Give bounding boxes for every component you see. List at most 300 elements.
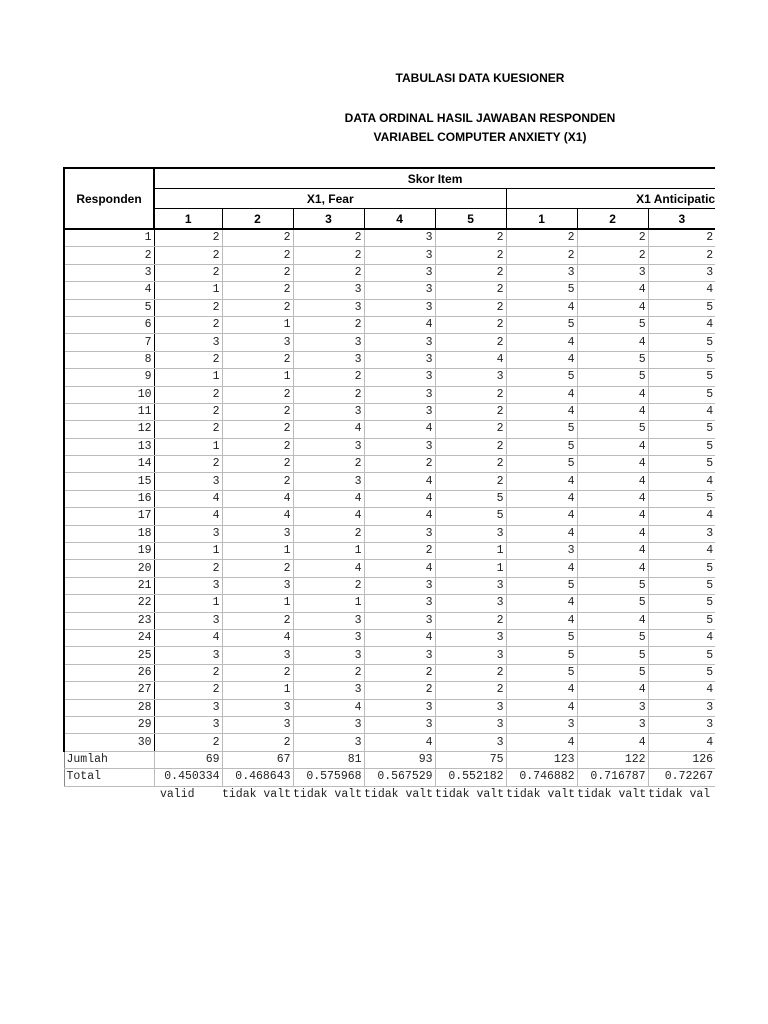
- score-cell: 5: [506, 577, 577, 594]
- score-cell: 3: [506, 543, 577, 560]
- score-cell: 2: [435, 403, 506, 420]
- item-column-header: 4: [364, 209, 435, 230]
- respondent-number: 16: [64, 490, 154, 507]
- score-cell: 3: [222, 647, 293, 664]
- score-cell: 4: [506, 334, 577, 351]
- respondent-number: 13: [64, 438, 154, 455]
- score-cell: 3: [435, 647, 506, 664]
- table-row: [64, 543, 715, 560]
- score-cell: 1: [435, 560, 506, 577]
- score-cell: 3: [364, 334, 435, 351]
- score-cell: 1: [154, 543, 222, 560]
- validity-cell: tidak valt: [222, 787, 292, 801]
- score-cell: 3: [154, 334, 222, 351]
- score-cell: 5: [506, 647, 577, 664]
- table-row: [64, 316, 715, 333]
- jumlah-row-value: 93: [364, 751, 435, 768]
- table-row: [64, 560, 715, 577]
- score-cell: 4: [364, 316, 435, 333]
- score-cell: 2: [154, 316, 222, 333]
- table-row: [64, 490, 715, 507]
- score-cell: 3: [154, 525, 222, 542]
- table-row: [64, 421, 715, 438]
- item-column-header: 2: [222, 209, 293, 230]
- score-cell: 3: [506, 264, 577, 281]
- group-fear-header: X1, Fear: [154, 189, 506, 209]
- score-cell: 3: [364, 595, 435, 612]
- score-cell: 3: [222, 716, 293, 733]
- score-cell: 2: [364, 682, 435, 699]
- score-cell: 5: [506, 629, 577, 646]
- jumlah-row-value: 126: [648, 751, 715, 768]
- score-cell: 4: [364, 508, 435, 525]
- score-cell: 3: [435, 629, 506, 646]
- score-cell: 2: [154, 664, 222, 681]
- score-cell: 1: [293, 543, 364, 560]
- score-cell: 4: [648, 282, 715, 299]
- score-cell: 5: [577, 351, 648, 368]
- score-cell: 4: [506, 473, 577, 490]
- score-cell: 5: [577, 369, 648, 386]
- score-cell: 2: [154, 682, 222, 699]
- score-cell: 2: [293, 229, 364, 247]
- table-row: [64, 699, 715, 716]
- respondent-number: 20: [64, 560, 154, 577]
- score-cell: 4: [648, 682, 715, 699]
- respondent-number: 7: [64, 334, 154, 351]
- item-column-header: 2: [577, 209, 648, 230]
- score-cell: 4: [648, 403, 715, 420]
- respondent-number: 24: [64, 629, 154, 646]
- respondent-number: 12: [64, 421, 154, 438]
- score-cell: 5: [648, 595, 715, 612]
- score-cell: 5: [506, 316, 577, 333]
- table-row: [64, 716, 715, 733]
- score-cell: 1: [222, 682, 293, 699]
- score-cell: 5: [648, 456, 715, 473]
- score-cell: 2: [222, 612, 293, 629]
- score-cell: 2: [435, 282, 506, 299]
- score-cell: 2: [506, 247, 577, 264]
- score-cell: 3: [364, 525, 435, 542]
- score-cell: 4: [293, 699, 364, 716]
- group-anticipation-header: X1 Anticipatic: [506, 189, 715, 209]
- score-cell: 4: [506, 525, 577, 542]
- score-cell: 3: [364, 229, 435, 247]
- total-row-value: 0.567529: [364, 769, 435, 786]
- score-cell: 3: [154, 473, 222, 490]
- respondent-number: 14: [64, 456, 154, 473]
- score-cell: 3: [577, 699, 648, 716]
- score-cell: 5: [577, 595, 648, 612]
- score-cell: 2: [222, 299, 293, 316]
- respondent-number: 11: [64, 403, 154, 420]
- score-cell: 2: [364, 456, 435, 473]
- respondent-number: 5: [64, 299, 154, 316]
- score-cell: 2: [577, 247, 648, 264]
- score-cell: 4: [506, 351, 577, 368]
- score-cell: 2: [577, 229, 648, 247]
- score-cell: 5: [648, 351, 715, 368]
- score-cell: 2: [154, 264, 222, 281]
- respondent-number: 30: [64, 734, 154, 751]
- score-cell: 1: [154, 595, 222, 612]
- score-cell: 3: [506, 716, 577, 733]
- score-cell: 3: [648, 264, 715, 281]
- table-row: [64, 577, 715, 594]
- score-cell: 2: [154, 456, 222, 473]
- total-row-value: 0.746882: [506, 769, 577, 786]
- score-cell: 5: [577, 629, 648, 646]
- respondent-number: 19: [64, 543, 154, 560]
- table-row: [64, 473, 715, 490]
- score-cell: 2: [364, 543, 435, 560]
- score-cell: 4: [577, 734, 648, 751]
- table-row: [64, 351, 715, 368]
- table-row: [64, 734, 715, 751]
- score-cell: 5: [648, 386, 715, 403]
- score-cell: 2: [648, 247, 715, 264]
- respondent-number: 15: [64, 473, 154, 490]
- score-cell: 3: [222, 577, 293, 594]
- score-cell: 3: [435, 595, 506, 612]
- score-cell: 3: [435, 716, 506, 733]
- score-cell: 3: [435, 525, 506, 542]
- score-cell: 2: [435, 264, 506, 281]
- score-cell: 2: [222, 664, 293, 681]
- score-cell: 3: [154, 612, 222, 629]
- score-cell: 2: [506, 229, 577, 247]
- score-cell: 4: [648, 543, 715, 560]
- table-row: [64, 664, 715, 681]
- score-cell: 2: [293, 264, 364, 281]
- jumlah-row-value: 75: [435, 751, 506, 768]
- score-cell: 3: [293, 403, 364, 420]
- score-cell: 5: [577, 647, 648, 664]
- score-cell: 2: [435, 438, 506, 455]
- score-cell: 4: [506, 595, 577, 612]
- respondent-number: 1: [64, 229, 154, 247]
- table-row: [64, 403, 715, 420]
- score-cell: 5: [506, 282, 577, 299]
- score-cell: 4: [293, 490, 364, 507]
- score-cell: 2: [154, 421, 222, 438]
- score-cell: 2: [222, 438, 293, 455]
- score-cell: 5: [648, 421, 715, 438]
- score-cell: 5: [577, 316, 648, 333]
- score-cell: 3: [293, 282, 364, 299]
- score-cell: 4: [364, 560, 435, 577]
- table-row: [64, 282, 715, 299]
- validity-cell: tidak valt: [577, 787, 647, 801]
- score-cell: 2: [293, 525, 364, 542]
- score-cell: 4: [648, 629, 715, 646]
- total-row-value: 0.552182: [435, 769, 506, 786]
- score-cell: 3: [293, 716, 364, 733]
- score-cell: 3: [364, 577, 435, 594]
- score-cell: 4: [577, 386, 648, 403]
- score-cell: 2: [293, 316, 364, 333]
- score-cell: 2: [435, 664, 506, 681]
- score-cell: 3: [293, 334, 364, 351]
- total-row-value: 0.575968: [293, 769, 364, 786]
- score-cell: 2: [222, 264, 293, 281]
- score-cell: 4: [648, 316, 715, 333]
- score-cell: 1: [222, 316, 293, 333]
- responden-header: Responden: [64, 168, 154, 229]
- score-cell: 2: [222, 734, 293, 751]
- score-cell: 3: [364, 351, 435, 368]
- score-cell: 3: [648, 525, 715, 542]
- score-cell: 2: [435, 299, 506, 316]
- table-row: [64, 386, 715, 403]
- score-cell: 4: [222, 490, 293, 507]
- score-cell: 3: [435, 577, 506, 594]
- score-cell: 3: [364, 282, 435, 299]
- score-cell: 1: [293, 595, 364, 612]
- score-cell: 4: [364, 734, 435, 751]
- score-cell: 3: [364, 716, 435, 733]
- respondent-number: 17: [64, 508, 154, 525]
- score-cell: 2: [154, 734, 222, 751]
- score-cell: 3: [364, 386, 435, 403]
- score-cell: 2: [435, 473, 506, 490]
- score-cell: 2: [435, 612, 506, 629]
- score-cell: 2: [435, 316, 506, 333]
- score-cell: 4: [506, 299, 577, 316]
- document-subtitle: DATA ORDINAL HASIL JAWABAN RESPONDEN: [344, 111, 616, 125]
- score-cell: 3: [222, 334, 293, 351]
- validity-row: [64, 786, 715, 803]
- score-cell: 2: [154, 299, 222, 316]
- total-row-value: 0.716787: [577, 769, 648, 786]
- score-cell: 4: [293, 508, 364, 525]
- score-cell: 5: [648, 560, 715, 577]
- score-cell: 4: [577, 508, 648, 525]
- validity-cell: tidak valt: [506, 787, 576, 801]
- score-cell: 3: [293, 612, 364, 629]
- score-cell: 2: [222, 282, 293, 299]
- jumlah-row-value: 69: [154, 751, 222, 768]
- score-cell: 4: [648, 508, 715, 525]
- respondent-number: 22: [64, 595, 154, 612]
- score-cell: 5: [577, 421, 648, 438]
- score-cell: 4: [154, 508, 222, 525]
- score-cell: 4: [435, 351, 506, 368]
- table-row: [64, 299, 715, 316]
- score-cell: 5: [577, 664, 648, 681]
- score-cell: 3: [293, 438, 364, 455]
- score-cell: 5: [648, 299, 715, 316]
- score-cell: 5: [506, 438, 577, 455]
- respondent-number: 27: [64, 682, 154, 699]
- score-cell: 5: [648, 647, 715, 664]
- score-cell: 4: [293, 560, 364, 577]
- respondent-number: 25: [64, 647, 154, 664]
- score-cell: 2: [293, 369, 364, 386]
- score-cell: 4: [506, 734, 577, 751]
- score-cell: 3: [154, 647, 222, 664]
- respondent-number: 4: [64, 282, 154, 299]
- score-cell: 2: [222, 421, 293, 438]
- score-cell: 2: [222, 560, 293, 577]
- score-cell: 4: [506, 490, 577, 507]
- respondent-number: 28: [64, 699, 154, 716]
- score-cell: 5: [648, 369, 715, 386]
- total-row: [64, 769, 715, 786]
- score-cell: 2: [154, 351, 222, 368]
- respondent-number: 10: [64, 386, 154, 403]
- score-cell: 1: [435, 543, 506, 560]
- item-column-header: 1: [506, 209, 577, 230]
- score-cell: 1: [154, 282, 222, 299]
- score-cell: 4: [154, 629, 222, 646]
- score-cell: 5: [577, 577, 648, 594]
- total-row-value: 0.468643: [222, 769, 293, 786]
- score-cell: 3: [435, 699, 506, 716]
- validity-cell: valid: [160, 787, 195, 801]
- score-cell: 4: [506, 508, 577, 525]
- score-cell: 3: [364, 403, 435, 420]
- score-cell: 1: [222, 543, 293, 560]
- validity-cell: tidak valt: [435, 787, 505, 801]
- score-cell: 3: [293, 629, 364, 646]
- score-cell: 5: [648, 577, 715, 594]
- score-cell: 2: [435, 682, 506, 699]
- table-row: [64, 647, 715, 664]
- table-row: [64, 595, 715, 612]
- item-column-header: 3: [293, 209, 364, 230]
- respondent-number: 21: [64, 577, 154, 594]
- respondent-number: 29: [64, 716, 154, 733]
- respondent-number: 18: [64, 525, 154, 542]
- table-row: [64, 456, 715, 473]
- score-cell: 3: [222, 525, 293, 542]
- score-cell: 3: [435, 369, 506, 386]
- score-cell: 5: [506, 456, 577, 473]
- validity-cell: tidak val: [648, 787, 711, 801]
- score-cell: 3: [364, 647, 435, 664]
- score-cell: 2: [293, 247, 364, 264]
- score-cell: 5: [648, 664, 715, 681]
- score-cell: 5: [648, 490, 715, 507]
- score-cell: 4: [506, 560, 577, 577]
- score-cell: 4: [577, 543, 648, 560]
- score-cell: 5: [435, 490, 506, 507]
- score-cell: 3: [577, 716, 648, 733]
- score-cell: 3: [364, 264, 435, 281]
- table-row: [64, 369, 715, 386]
- score-cell: 2: [435, 229, 506, 247]
- total-row-label: Total: [64, 769, 154, 786]
- score-cell: 4: [506, 682, 577, 699]
- score-cell: 3: [293, 682, 364, 699]
- jumlah-row-value: 81: [293, 751, 364, 768]
- jumlah-row-value: 67: [222, 751, 293, 768]
- table-row: [64, 229, 715, 247]
- score-cell: 4: [577, 334, 648, 351]
- validity-cell: tidak valt: [293, 787, 363, 801]
- score-cell: 1: [222, 595, 293, 612]
- score-cell: 4: [577, 438, 648, 455]
- score-cell: 4: [648, 473, 715, 490]
- item-column-header: 3: [648, 209, 715, 230]
- score-cell: 2: [154, 386, 222, 403]
- score-cell: 2: [435, 386, 506, 403]
- score-cell: 3: [364, 247, 435, 264]
- score-cell: 2: [293, 386, 364, 403]
- score-cell: 1: [154, 438, 222, 455]
- score-cell: 4: [577, 612, 648, 629]
- score-cell: 2: [154, 403, 222, 420]
- score-cell: 3: [154, 577, 222, 594]
- score-cell: 4: [577, 525, 648, 542]
- score-cell: 4: [648, 734, 715, 751]
- score-cell: 2: [648, 229, 715, 247]
- score-cell: 3: [293, 299, 364, 316]
- score-cell: 5: [506, 664, 577, 681]
- score-cell: 2: [293, 577, 364, 594]
- score-cell: 5: [648, 334, 715, 351]
- total-row-value: 0.450334: [154, 769, 222, 786]
- score-cell: 3: [435, 734, 506, 751]
- score-cell: 2: [435, 334, 506, 351]
- skor-item-header: Skor Item: [154, 168, 715, 189]
- table-row: [64, 612, 715, 629]
- respondent-number: 9: [64, 369, 154, 386]
- respondent-number: 3: [64, 264, 154, 281]
- score-cell: 2: [293, 664, 364, 681]
- score-cell: 5: [506, 421, 577, 438]
- score-cell: 4: [577, 282, 648, 299]
- score-cell: 5: [435, 508, 506, 525]
- score-cell: 2: [222, 473, 293, 490]
- jumlah-row: [64, 751, 715, 768]
- score-cell: 1: [222, 369, 293, 386]
- score-cell: 4: [506, 612, 577, 629]
- score-cell: 2: [222, 229, 293, 247]
- score-cell: 3: [364, 299, 435, 316]
- score-cell: 3: [364, 612, 435, 629]
- score-cell: 1: [154, 369, 222, 386]
- score-cell: 4: [364, 421, 435, 438]
- table-row: [64, 247, 715, 264]
- table-row: [64, 508, 715, 525]
- score-cell: 3: [293, 351, 364, 368]
- table-row: [64, 629, 715, 646]
- score-cell: 5: [648, 612, 715, 629]
- respondent-number: 23: [64, 612, 154, 629]
- score-cell: 4: [506, 403, 577, 420]
- score-cell: 4: [222, 629, 293, 646]
- score-cell: 2: [435, 421, 506, 438]
- score-cell: 3: [293, 647, 364, 664]
- jumlah-row-value: 123: [506, 751, 577, 768]
- document-title: TABULASI DATA KUESIONER: [395, 71, 565, 85]
- score-cell: 3: [648, 699, 715, 716]
- score-cell: 4: [364, 473, 435, 490]
- score-cell: 2: [154, 229, 222, 247]
- total-row-value: 0.72267: [648, 769, 715, 786]
- table-row: [64, 264, 715, 281]
- score-cell: 2: [154, 560, 222, 577]
- score-cell: 3: [364, 438, 435, 455]
- score-cell: 2: [222, 386, 293, 403]
- validity-cell: tidak valt: [364, 787, 434, 801]
- score-cell: 4: [506, 386, 577, 403]
- score-cell: 4: [577, 682, 648, 699]
- score-cell: 2: [222, 247, 293, 264]
